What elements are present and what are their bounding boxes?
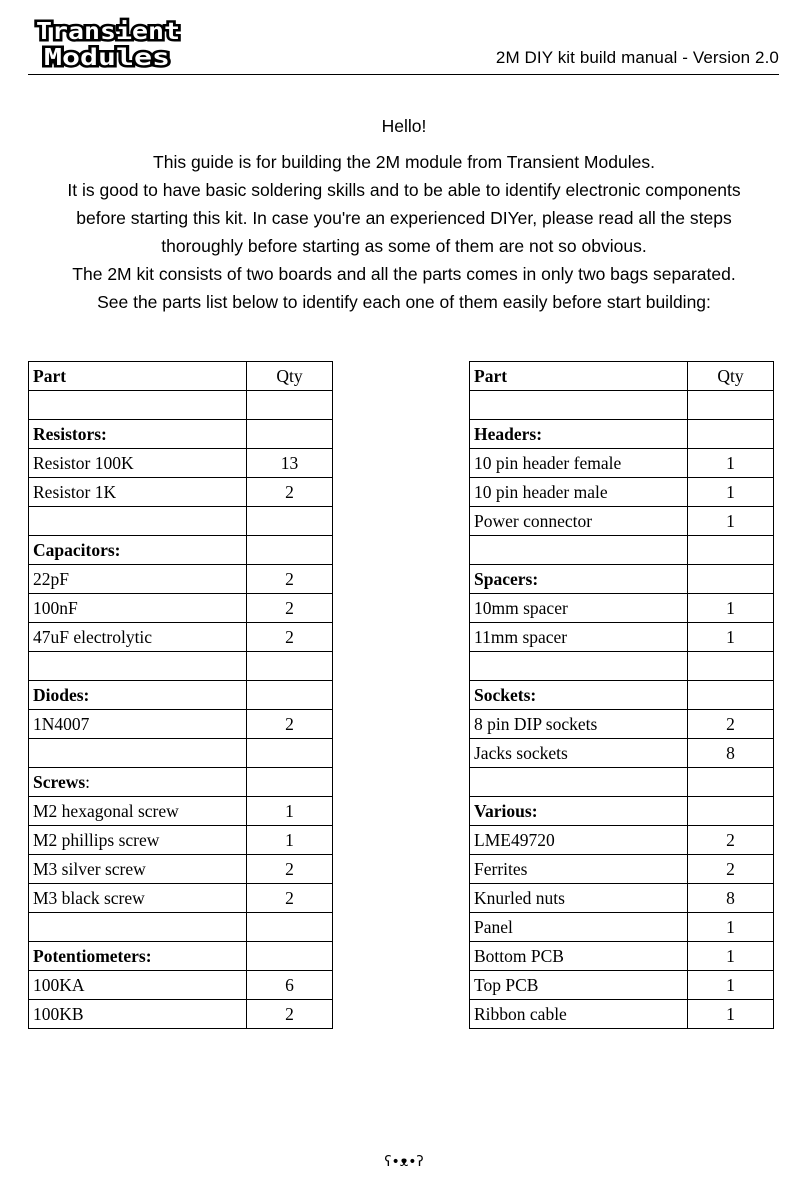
table-row bbox=[470, 942, 774, 971]
part-cell: Top PCB bbox=[470, 971, 688, 1000]
part-cell: Bottom PCB bbox=[470, 942, 688, 971]
part-cell: Panel bbox=[470, 913, 688, 942]
header-part: Part bbox=[29, 362, 247, 391]
header-divider bbox=[28, 74, 779, 75]
qty-cell: 2 bbox=[688, 710, 774, 739]
qty-cell: 2 bbox=[247, 565, 333, 594]
qty-cell bbox=[688, 565, 774, 594]
parts-table-right bbox=[469, 361, 774, 1029]
table-row bbox=[470, 710, 774, 739]
table-row bbox=[470, 623, 774, 652]
table-row bbox=[470, 449, 774, 478]
table-row bbox=[29, 1000, 333, 1029]
part-cell: 10 pin header male bbox=[470, 478, 688, 507]
qty-cell: 1 bbox=[688, 942, 774, 971]
part-cell: Potentiometers: bbox=[29, 942, 247, 971]
qty-cell bbox=[247, 942, 333, 971]
intro-line: This guide is for building the 2M module from Transient Modules. bbox=[153, 152, 655, 172]
qty-cell bbox=[688, 681, 774, 710]
part-cell: 47uF electrolytic bbox=[29, 623, 247, 652]
section-row bbox=[470, 420, 774, 449]
part-cell bbox=[470, 652, 688, 681]
qty-cell bbox=[247, 507, 333, 536]
part-cell: 8 pin DIP sockets bbox=[470, 710, 688, 739]
part-cell: M3 silver screw bbox=[29, 855, 247, 884]
table-row bbox=[470, 536, 774, 565]
qty-cell bbox=[247, 913, 333, 942]
table-row bbox=[470, 855, 774, 884]
table-row bbox=[29, 971, 333, 1000]
qty-cell: 2 bbox=[688, 826, 774, 855]
intro-text bbox=[20, 112, 788, 316]
qty-cell bbox=[688, 391, 774, 420]
table-row bbox=[470, 913, 774, 942]
qty-cell: 1 bbox=[688, 594, 774, 623]
qty-cell bbox=[247, 681, 333, 710]
table-row bbox=[470, 391, 774, 420]
part-cell: Various: bbox=[470, 797, 688, 826]
qty-cell: 2 bbox=[247, 478, 333, 507]
table-row bbox=[470, 768, 774, 797]
part-cell bbox=[29, 391, 247, 420]
part-cell: 10 pin header female bbox=[470, 449, 688, 478]
transient-modules-logo bbox=[34, 16, 184, 70]
part-cell: 100KA bbox=[29, 971, 247, 1000]
table-row bbox=[29, 507, 333, 536]
section-row bbox=[29, 768, 333, 797]
part-cell: LME49720 bbox=[470, 826, 688, 855]
part-cell bbox=[29, 507, 247, 536]
qty-cell: 2 bbox=[247, 710, 333, 739]
section-row bbox=[470, 681, 774, 710]
part-cell: 10mm spacer bbox=[470, 594, 688, 623]
part-cell: Spacers: bbox=[470, 565, 688, 594]
qty-cell: 6 bbox=[247, 971, 333, 1000]
qty-cell bbox=[247, 420, 333, 449]
header-part: Part bbox=[470, 362, 688, 391]
part-cell bbox=[470, 536, 688, 565]
screws-colon: : bbox=[85, 771, 91, 792]
table-header-row bbox=[470, 362, 774, 391]
qty-cell: 8 bbox=[688, 884, 774, 913]
qty-cell: 8 bbox=[688, 739, 774, 768]
qty-cell: 2 bbox=[247, 623, 333, 652]
footer-emoticon: ʕ•ᴥ•ʔ bbox=[384, 1154, 424, 1170]
table-row bbox=[29, 710, 333, 739]
qty-cell: 1 bbox=[688, 507, 774, 536]
qty-cell: 1 bbox=[688, 1000, 774, 1029]
table-row bbox=[29, 797, 333, 826]
qty-cell: 1 bbox=[247, 797, 333, 826]
part-cell: Headers: bbox=[470, 420, 688, 449]
part-cell: Diodes: bbox=[29, 681, 247, 710]
qty-cell: 1 bbox=[688, 913, 774, 942]
parts-table-left bbox=[28, 361, 333, 1029]
part-cell: 1N4007 bbox=[29, 710, 247, 739]
part-cell: Jacks sockets bbox=[470, 739, 688, 768]
part-cell: 100nF bbox=[29, 594, 247, 623]
table-row bbox=[470, 507, 774, 536]
table-row bbox=[470, 1000, 774, 1029]
intro-line: It is good to have basic soldering skills and to be able to identify electronic components bbox=[67, 180, 741, 200]
intro-line: The 2M kit consists of two boards and all the parts comes in only two bags separated. bbox=[72, 264, 736, 284]
table-row bbox=[29, 826, 333, 855]
qty-cell: 2 bbox=[247, 594, 333, 623]
table-row bbox=[470, 971, 774, 1000]
intro-line: thoroughly before starting as some of them are not so obvious. bbox=[161, 236, 647, 256]
part-cell: Ferrites bbox=[470, 855, 688, 884]
document-title: 2M DIY kit build manual - Version 2.0 bbox=[495, 48, 779, 67]
qty-cell: 2 bbox=[247, 884, 333, 913]
part-cell: Sockets: bbox=[470, 681, 688, 710]
part-cell bbox=[470, 768, 688, 797]
table-row bbox=[29, 391, 333, 420]
table-row bbox=[470, 884, 774, 913]
qty-cell bbox=[688, 768, 774, 797]
qty-cell: 2 bbox=[247, 855, 333, 884]
part-cell: Resistor 100K bbox=[29, 449, 247, 478]
table-row bbox=[470, 478, 774, 507]
section-row bbox=[29, 681, 333, 710]
table-row bbox=[29, 652, 333, 681]
qty-cell bbox=[247, 739, 333, 768]
table-row bbox=[29, 565, 333, 594]
table-row bbox=[29, 913, 333, 942]
table-row bbox=[470, 652, 774, 681]
part-cell: 11mm spacer bbox=[470, 623, 688, 652]
header-qty: Qty bbox=[688, 362, 774, 391]
qty-cell bbox=[688, 652, 774, 681]
logo-line-2: Modules bbox=[44, 45, 170, 70]
part-cell: Ribbon cable bbox=[470, 1000, 688, 1029]
table-row bbox=[29, 884, 333, 913]
table-row bbox=[29, 449, 333, 478]
qty-cell bbox=[688, 797, 774, 826]
part-cell: M2 hexagonal screw bbox=[29, 797, 247, 826]
part-cell: 22pF bbox=[29, 565, 247, 594]
qty-cell: 1 bbox=[688, 449, 774, 478]
part-cell: 100KB bbox=[29, 1000, 247, 1029]
greeting: Hello! bbox=[381, 116, 427, 136]
section-row bbox=[470, 797, 774, 826]
part-cell bbox=[29, 739, 247, 768]
qty-cell bbox=[247, 536, 333, 565]
table-row bbox=[29, 594, 333, 623]
section-row bbox=[29, 536, 333, 565]
table-row bbox=[29, 623, 333, 652]
table-row bbox=[29, 855, 333, 884]
part-cell bbox=[29, 913, 247, 942]
logo-line-1: Transient bbox=[36, 19, 180, 45]
qty-cell bbox=[247, 391, 333, 420]
part-cell: Resistor 1K bbox=[29, 478, 247, 507]
part-cell: Resistors: bbox=[29, 420, 247, 449]
qty-cell: 1 bbox=[688, 478, 774, 507]
qty-cell: 2 bbox=[247, 1000, 333, 1029]
part-cell: Knurled nuts bbox=[470, 884, 688, 913]
section-row bbox=[29, 420, 333, 449]
table-row bbox=[470, 594, 774, 623]
intro-line: See the parts list below to identify each one of them easily before start building: bbox=[97, 292, 711, 312]
intro-line: before starting this kit. In case you're an experienced DIYer, please read all the steps bbox=[76, 208, 732, 228]
part-cell bbox=[470, 391, 688, 420]
table-header-row bbox=[29, 362, 333, 391]
section-row bbox=[29, 942, 333, 971]
qty-cell: 1 bbox=[688, 971, 774, 1000]
table-row bbox=[470, 739, 774, 768]
qty-cell bbox=[247, 768, 333, 797]
part-cell: M3 black screw bbox=[29, 884, 247, 913]
qty-cell bbox=[688, 420, 774, 449]
qty-cell: 13 bbox=[247, 449, 333, 478]
part-cell: M2 phillips screw bbox=[29, 826, 247, 855]
table-row bbox=[29, 478, 333, 507]
table-row bbox=[470, 826, 774, 855]
table-row bbox=[29, 739, 333, 768]
qty-cell: 1 bbox=[688, 623, 774, 652]
part-cell: Screws: bbox=[29, 768, 247, 797]
qty-cell: 1 bbox=[247, 826, 333, 855]
header-qty: Qty bbox=[247, 362, 333, 391]
part-cell: Power connector bbox=[470, 507, 688, 536]
part-cell: Capacitors: bbox=[29, 536, 247, 565]
qty-cell bbox=[688, 536, 774, 565]
section-row bbox=[470, 565, 774, 594]
part-cell bbox=[29, 652, 247, 681]
qty-cell: 2 bbox=[688, 855, 774, 884]
qty-cell bbox=[247, 652, 333, 681]
